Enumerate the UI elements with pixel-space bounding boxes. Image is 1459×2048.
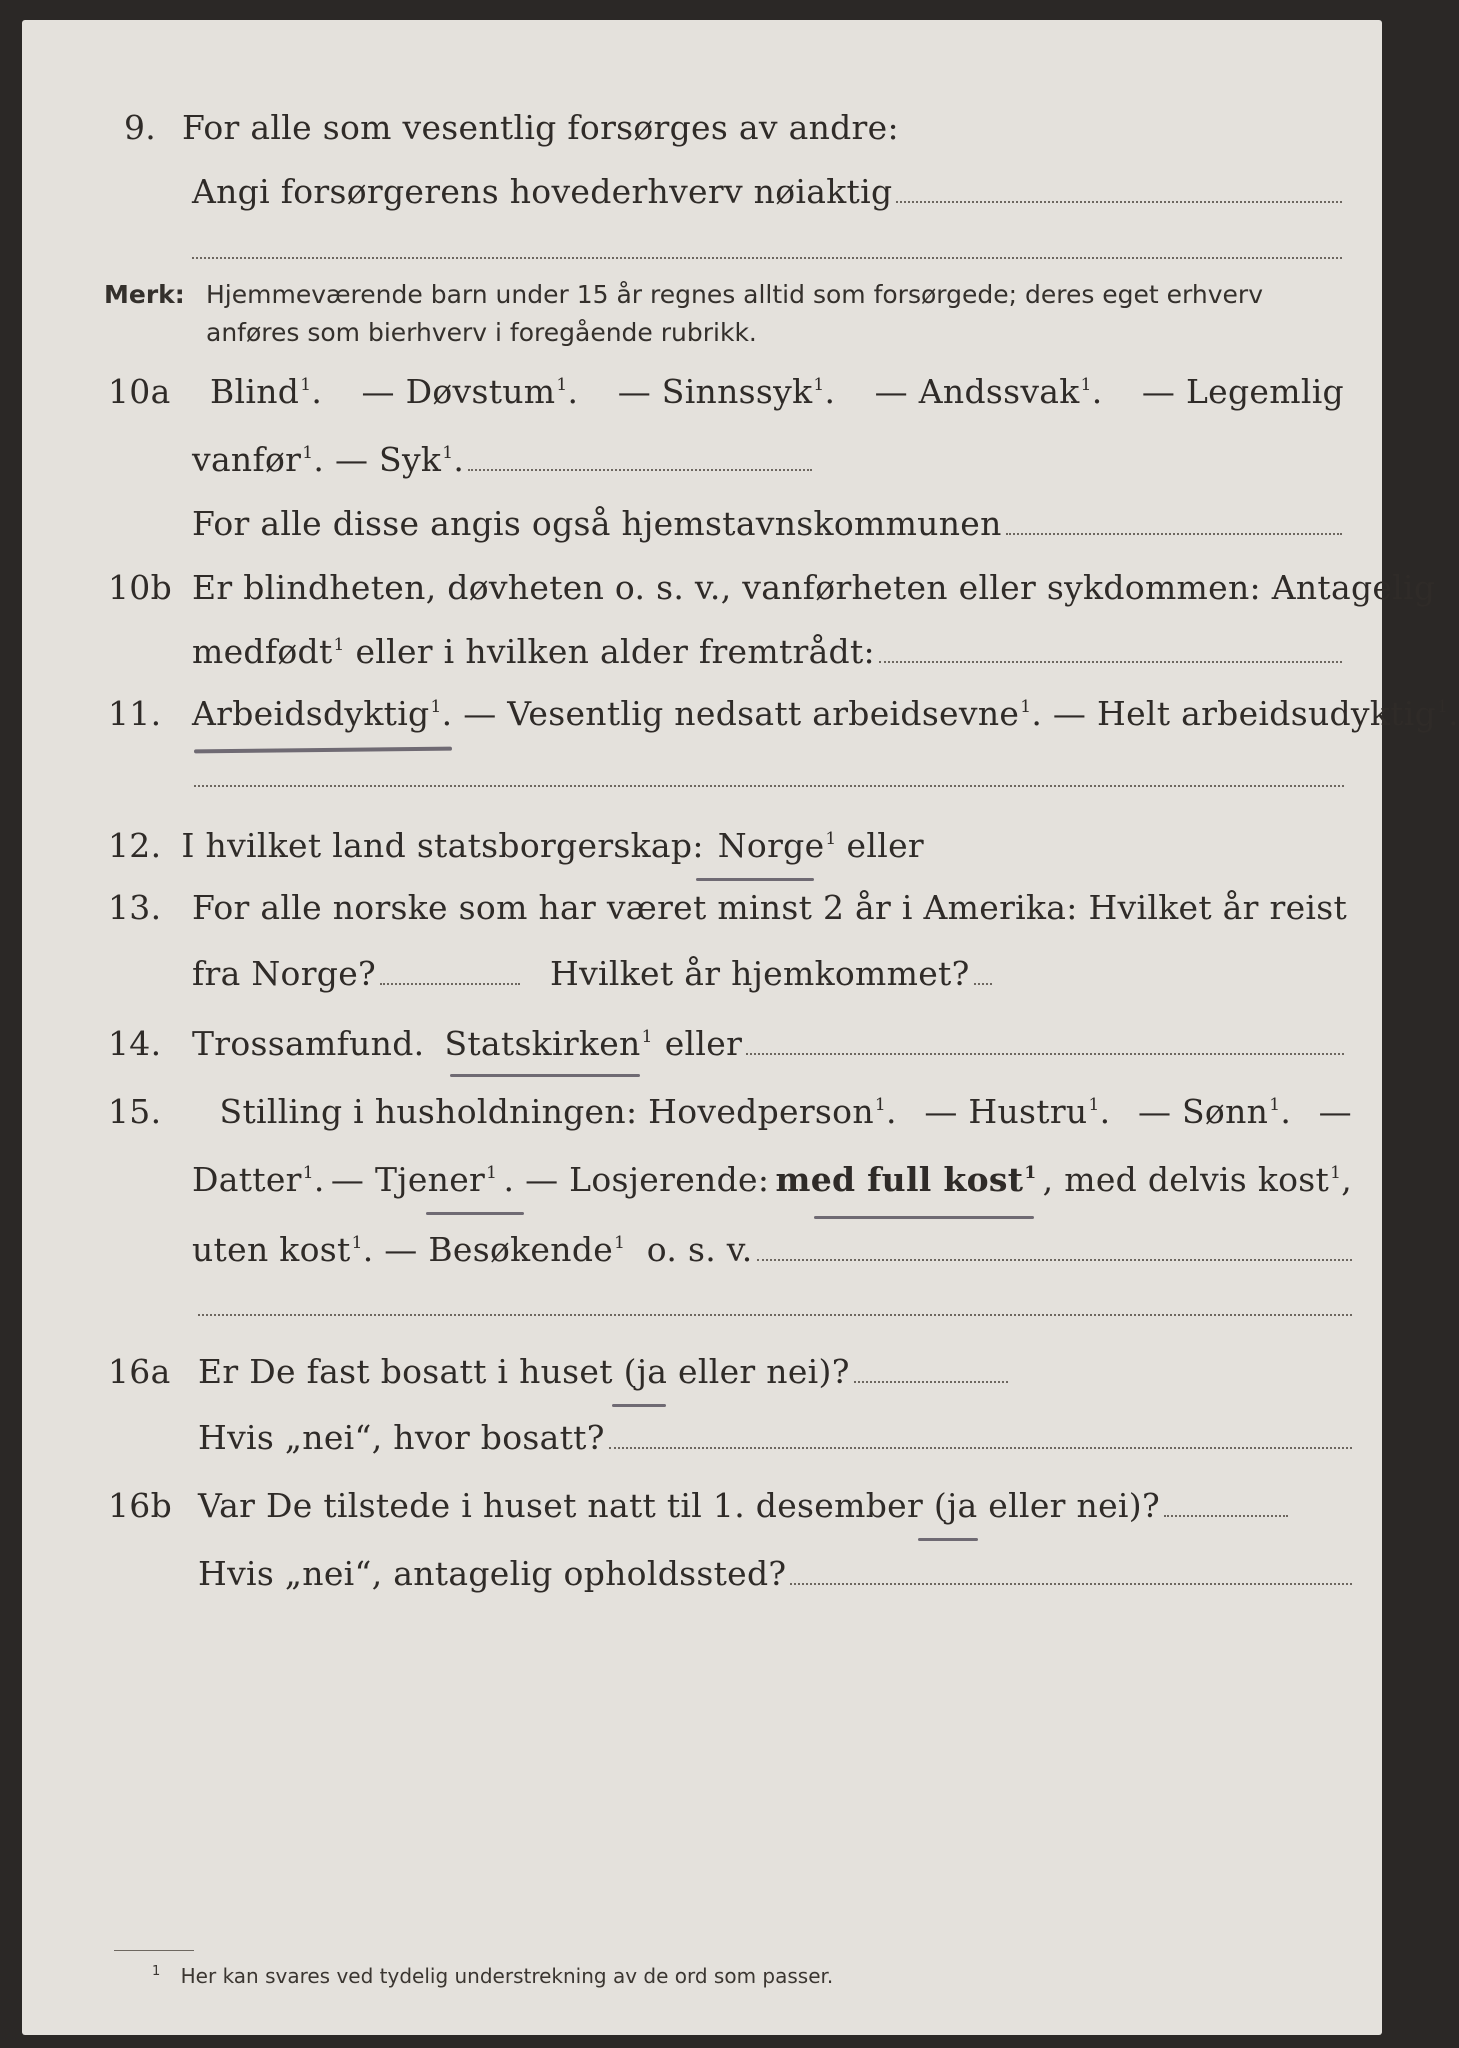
q15-losjerende: . — Losjerende: <box>503 1160 770 1199</box>
q10a-vanfor: vanfør$^1$. <box>192 440 335 479</box>
q16b-opholdssted-label: Hvis „nei“, antagelig opholdssted? <box>198 1554 787 1593</box>
q16b-line1 <box>108 1486 1288 1525</box>
q10a-blind: Blind$^1$. <box>209 372 323 411</box>
q10b-line1 <box>108 568 1435 607</box>
q16b-answer-line[interactable] <box>1164 1514 1288 1517</box>
q12-eller: eller <box>846 826 924 865</box>
q15-hustru: — Hustru$^1$. <box>924 1092 1111 1131</box>
q10a-line2 <box>192 440 812 479</box>
merk-line2: anføres som bierhverv i foregående rubrikk. <box>206 318 757 347</box>
q15-number: 15. <box>108 1092 162 1131</box>
q16b-number: 16b <box>108 1486 173 1525</box>
q13-reist-answer-line[interactable] <box>380 982 520 985</box>
q11-pencil-underline <box>194 747 452 754</box>
q10a-syk-answer-line[interactable] <box>468 468 812 471</box>
q10a-legemlig: — Legemlig <box>1141 372 1344 411</box>
q14-text: Trossamfund. <box>192 1024 425 1063</box>
q13-text: For alle norske som har været minst 2 år i Amerika: Hvilket år reist <box>192 888 1348 927</box>
q16a-pencil-underline <box>612 1404 666 1407</box>
q10a-hjemstavn-label: For alle disse angis også hjemstavnskommunen <box>192 504 1002 543</box>
footnote-text: Her kan svares ved tydelig understrekning av de ord som passer. <box>180 1964 834 1988</box>
q16a-answer-line[interactable] <box>854 1380 1008 1383</box>
q13-reist-label: fra Norge? <box>192 954 377 993</box>
q13-number: 13. <box>108 888 162 927</box>
q9-extra-line[interactable] <box>192 257 1342 259</box>
q14-pencil-underline <box>450 1074 640 1077</box>
q9-line2 <box>192 172 1342 211</box>
q11-arbeidsdyktig: Arbeidsdyktig$^1$ <box>192 694 442 733</box>
q10b-number: 10b <box>108 568 173 607</box>
q16a-line1 <box>108 1352 1008 1391</box>
footnote-rule <box>114 1950 194 1951</box>
q15-answer-line[interactable] <box>757 1258 1352 1261</box>
q12-number: 12. <box>108 826 162 865</box>
q14-number: 14. <box>108 1024 162 1063</box>
q15-besokende: . — Besøkende$^1$ <box>362 1230 626 1269</box>
merk-label: Merk: <box>104 280 185 309</box>
q15-line1 <box>108 1092 1352 1131</box>
q11-nedsatt: . — Vesentlig nedsatt arbeidsevne$^1$ <box>441 694 1032 733</box>
q15-datter: Datter$^1$. <box>192 1160 325 1199</box>
q10b-line2 <box>192 632 1342 671</box>
q10a-number: 10a <box>108 372 171 411</box>
footnote-mark: 1 <box>152 1964 161 1979</box>
q10b-answer-line[interactable] <box>879 660 1342 663</box>
q16b-pencil-underline <box>918 1538 978 1541</box>
q12-norge: Norge$^1$ <box>717 826 837 865</box>
q10b-alder-label: eller i hvilken alder fremtrådt: <box>355 632 875 671</box>
q15-dash: — <box>1318 1092 1352 1131</box>
q16b-opholdssted-answer-line[interactable] <box>790 1582 1352 1585</box>
q12-text: I hvilket land statsborgerskap: <box>181 826 704 865</box>
q15-line2 <box>192 1160 1352 1199</box>
q10a-dovstum: — Døvstum$^1$. <box>361 372 579 411</box>
q15-tjener: — Tjener$^1$ <box>330 1160 498 1199</box>
q16a-bosatt-answer-line[interactable] <box>609 1446 1352 1449</box>
q14-answer-line[interactable] <box>746 1052 1344 1055</box>
q9-line1 <box>124 108 899 147</box>
q15-med-full-kost: med full kost$^1$ <box>775 1160 1037 1199</box>
q10a-andssvak: — Andssvak$^1$. <box>874 372 1103 411</box>
q9-answer-label: Angi forsørgerens hovederhverv nøiaktig <box>192 172 893 211</box>
q13-line2 <box>192 954 992 993</box>
q13-hjemkommet-answer-line[interactable] <box>974 982 992 985</box>
q10b-medfodt: medfødt$^1$ <box>192 632 345 671</box>
q15-uten-kost: uten kost$^1$ <box>192 1230 363 1269</box>
q9-text: For alle som vesentlig forsørges av andre: <box>182 108 899 147</box>
q16a-number: 16a <box>108 1352 171 1391</box>
q10a-syk: — Syk$^1$. <box>334 440 465 479</box>
q9-answer-line[interactable] <box>896 200 1342 203</box>
q15-sonn: — Sønn$^1$. <box>1137 1092 1292 1131</box>
q16a-bosatt-label: Hvis „nei“, hvor bosatt? <box>198 1418 605 1457</box>
q11-extra-line[interactable] <box>194 785 1344 787</box>
q15-delvis-kost: , med delvis kost$^1$, <box>1042 1160 1352 1199</box>
q14-line <box>108 1024 1344 1063</box>
q13-line1 <box>108 888 1347 927</box>
q13-hjemkommet-label: Hvilket år hjemkommet? <box>550 954 970 993</box>
q10a-sinnssyk: — Sinnssyk$^1$. <box>617 372 836 411</box>
q12-line <box>108 826 928 865</box>
census-form-page <box>22 20 1459 2035</box>
q15-kost-pencil-underline <box>814 1216 1034 1219</box>
q9-number: 9. <box>124 108 157 147</box>
q15-line3 <box>192 1230 1352 1269</box>
q12-pencil-underline <box>696 878 814 881</box>
q16a-text: Er De fast bosatt i huset (ja eller nei)? <box>198 1352 850 1391</box>
q15-osv: o. s. v. <box>646 1230 753 1269</box>
q10a-line1 <box>108 372 1344 411</box>
q10a-line3 <box>192 504 1342 543</box>
merk-line1: Hjemmeværende barn under 15 år regnes alltid som forsørgede; deres eget erhverv <box>206 280 1263 309</box>
q11-number: 11. <box>108 694 162 733</box>
q16b-line2 <box>198 1554 1352 1593</box>
q15-hovedperson: Stilling i husholdningen: Hovedperson$^1$. <box>219 1092 897 1131</box>
q10b-text: Er blindheten, døvheten o. s. v., vanførheten eller sykdommen: Antagelig <box>192 568 1436 607</box>
q10a-hjemstavn-answer-line[interactable] <box>1006 532 1342 535</box>
q16a-line2 <box>198 1418 1352 1457</box>
merk-note <box>104 276 1263 352</box>
q15-tjener-pencil-underline <box>426 1212 524 1215</box>
q11-line <box>108 694 1459 733</box>
q14-statskirken: Statskirken$^1$ <box>444 1024 653 1063</box>
q16b-text: Var De tilstede i huset natt til 1. desember (ja eller nei)? <box>198 1486 1160 1525</box>
q15-extra-line[interactable] <box>198 1314 1352 1316</box>
footnote <box>152 1964 833 1988</box>
q14-eller: eller <box>664 1024 743 1063</box>
q11-udyktig: . — Helt arbeidsudyktig$^1$. <box>1031 694 1459 733</box>
